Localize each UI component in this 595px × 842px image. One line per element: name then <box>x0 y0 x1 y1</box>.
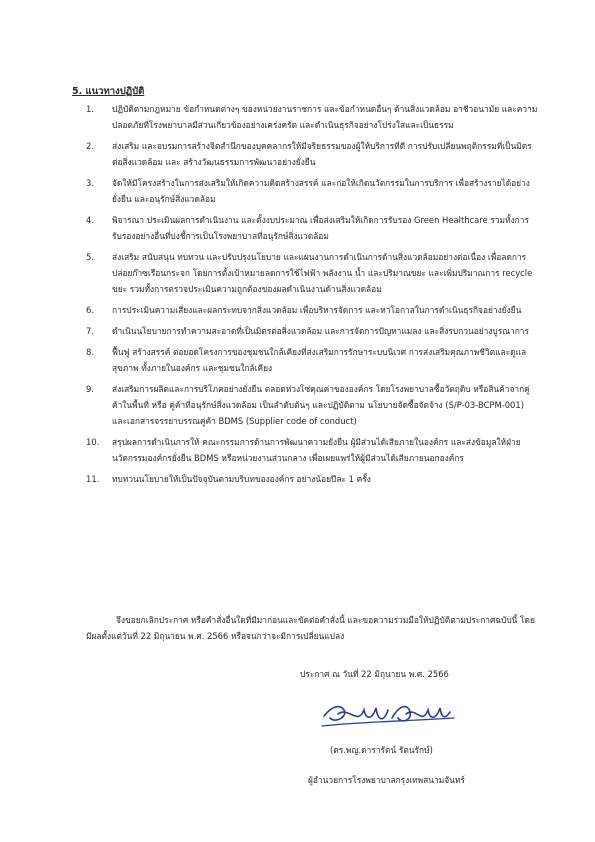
item-number: 5. <box>86 252 94 262</box>
item-text: การประเมินความเสี่ยงและผลกระทบจากสิ่งแวดล้อม เพื่อบริหารจัดการ และหาโอกาสในการดำเนินธุรกิจอย่างยั่งยืน <box>112 305 522 315</box>
item-text: ทบทวนนโยบายให้เป็นปัจจุบันตามบริบทขององค์กร อย่างน้อยปีละ 1 ครั้ง <box>112 474 371 484</box>
item-number: 2. <box>86 141 94 151</box>
signer-name: (ดร.พญ.ดารารัตน์ รัตนรักษ์) <box>330 745 433 755</box>
list-item <box>86 212 538 244</box>
item-number: 1. <box>86 104 94 114</box>
signer-title: ผู้อำนวยการโรงพยาบาลกรุงเทพสนามจันทร์ <box>308 775 465 785</box>
list-item <box>86 381 538 429</box>
item-text: ปฏิบัติตามกฎหมาย ข้อกำหนดต่างๆ ของหน่วยงานราชการ และข้อกำหนดอื่นๆ ด้านสิ่งแวดล้อม อาชีวอนามัย และความปลอดภัยที่โรงพยาบาลมีส่วนเกี่ยวข้องอย่างเคร่งครัด และดำเนินธุรกิจอย่างโปร่งใสและเป็นธรรม <box>112 104 538 130</box>
item-number: 8. <box>86 347 94 357</box>
list-item <box>86 434 538 466</box>
list-item <box>86 249 538 297</box>
list-item <box>86 323 538 339</box>
list-item <box>86 344 538 376</box>
item-text: พิจารณา ประเมินผลการดำเนินงาน และตั้งงบประมาณ เพื่อส่งเสริมให้เกิดการรับรอง Green Healthcare รวมทั้งการรับรองอย่างอื่นที่บ่งชี้การเป็นโรงพยาบาลที่อนุรักษ์สิ่งแวดล้อม <box>112 215 529 241</box>
item-number: 9. <box>86 384 94 394</box>
closing-paragraph: จึงขอยกเลิกประกาศ หรือคำสั่งอื่นใดที่มีมาก่อนและขัดต่อคำสั่งนี้ และขอความร่วมมือให้ปฏิบัติตามประกาศฉบับนี้ โดยมีผลตั้งแต่วันที่ 22 มิถุนายน พ.ศ. 2566 หรือจนกว่าจะมีการเปลี่ยนแปลง <box>86 615 535 641</box>
list-item <box>86 101 538 133</box>
item-number: 7. <box>86 326 94 336</box>
item-number: 6. <box>86 305 94 315</box>
item-text: ส่งเสริม และอบรมการสร้างจิตสำนึกของบุคคลากรให้มีจริยธรรมของผู้ให้บริการที่ดี การปรับเปลี่ยนพฤติกรรมที่เป็นมิตรต่อสิ่งแวดล้อม และ สร้างวัฒนธรรมการพัฒนาอย่างยั่งยืน <box>112 141 532 167</box>
list-item <box>86 175 538 207</box>
item-text: ส่งเสริม สนับสนุน ทบทวน และปรับปรุงนโยบาย และแผนงานการดำเนินการด้านสิ่งแวดล้อมอย่างต่อเนื่อง เพื่อลดการปล่อยก๊าซเรือนกระจก โดยการตั้งเป้าหมายลดการใช้ไฟฟ้า พลังงาน น้ำ และปริมาณขยะ และเพิ่มปริมาณการ recycle ขยะ รวมทั้งการตรวจประเมินความถูกต้องของผลดำเนินงานด้านสิ่งแวดล้อม <box>112 252 533 294</box>
item-text: ดำเนินนโยบายการทำความสะอาดที่เป็นมิตรต่อสิ่งแวดล้อม และการจัดการปัญหาแมลง และสิ่งรบกวนอย่างบูรณาการ <box>112 326 529 336</box>
announcement-date: ประกาศ ณ วันที่ 22 มิถุนายน พ.ศ. 2566 <box>300 669 449 679</box>
list-item <box>86 302 538 318</box>
item-number: 4. <box>86 215 94 225</box>
guideline-list <box>86 101 538 492</box>
list-item <box>86 138 538 170</box>
item-text: สรุปผลการดำเนินการให้ คณะกรรมการด้านการพัฒนาความยั่งยืน ผู้มีส่วนได้เสียภายในองค์กร และส่งข้อมูลให้ฝ่ายนวัตกรรมองค์กรยั่งยืน BDMS หรือหน่วยงานส่วนกลาง เพื่อเผยแพร่ให้ผู้มีส่วนได้เสียภายนอกองค์กร <box>112 437 521 463</box>
item-text: ฟื้นฟู สร้างสรรค์ ต่อยอดโครงการของชุมชนใกล้เคียงที่ส่งเสริมการรักษาระบบนิเวศ การส่งเสริมคุณภาพชีวิตและดูแลสุขภาพ ทั้งภายในองค์กร และชุมชนใกล้เคียง <box>112 347 527 373</box>
item-text: ส่งเสริมการผลิตและการบริโภคอย่างยั่งยืน ตลอดห่วงโซ่คุณค่าขององค์กร โดยโรงพยาบาลซื้อวัตถุดิบ หรือสินค้าจากคู่ค้าในพื้นที่ หรือ คู่ค้าที่อนุรักษ์สิ่งแวดล้อม เป็นลำดับต้นๆ และปฏิบัติตาม นโยบายจัดซื้อจัดจ้าง (S/P-03-BCPM-001) และเอกสารจรรยาบรรณคู่ค้า BDMS (Supplier code of conduct) <box>112 384 530 426</box>
list-item <box>86 471 538 487</box>
item-text: จัดให้มีโครงสร้างในการส่งเสริมให้เกิดความคิดสร้างสรรค์ และก่อให้เกิดนวัตกรรมในการบริการ เพื่อสร้างรายได้อย่างยั่งยืน และอนุรักษ์สิ่งแวดล้อม <box>112 178 530 204</box>
item-number: 11. <box>86 474 100 484</box>
section-heading: 5. แนวทางปฏิบัติ <box>72 86 145 97</box>
item-number: 3. <box>86 178 94 188</box>
item-number: 10. <box>86 437 100 447</box>
signature-image <box>318 696 458 732</box>
